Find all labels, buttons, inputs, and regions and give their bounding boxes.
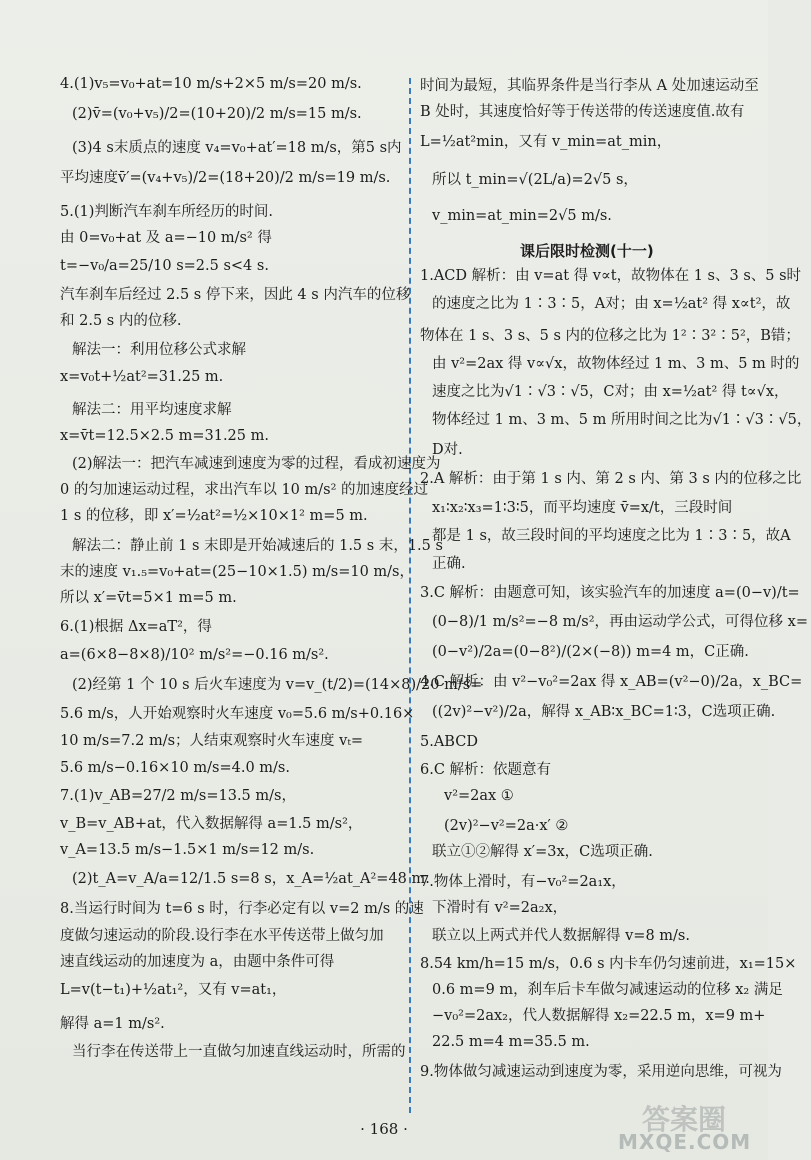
left-line: (2)t_A=v_A/a=12/1.5 s=8 s，x_A=½at_A²=48 m. — [72, 871, 430, 887]
right-top-line: v_min=at_min=2√5 m/s. — [432, 208, 612, 224]
left-line: 8.当运行时间为 t=6 s 时，行李必定有以 v=2 m/s 的速 — [60, 901, 424, 917]
left-line: 5.6 m/s，人开始观察时火车速度 v₀=5.6 m/s+0.16× — [60, 706, 415, 722]
left-line: 速直线运动的加速度为 a，由题中条件可得 — [60, 954, 335, 970]
left-line: (2)v̄=(v₀+v₅)/2=(10+20)/2 m/s=15 m/s. — [72, 106, 362, 122]
right-line: 2.A 解析：由于第 1 s 内、第 2 s 内、第 3 s 内的位移之比 — [420, 471, 802, 487]
left-line: 5.6 m/s−0.16×10 m/s=4.0 m/s. — [60, 760, 290, 776]
left-line: 解法一：利用位移公式求解 — [72, 342, 246, 358]
right-line: 物体在 1 s、3 s、5 s 内的位移之比为 1²∶3²∶5²，B错； — [420, 328, 800, 344]
left-line: 解法二：静止前 1 s 末即是开始减速后的 1.5 s 末，1.5 s — [72, 538, 443, 554]
left-line: (3)4 s末质点的速度 v₄=v₀+at′=18 m/s，第5 s内 — [72, 140, 402, 156]
left-line: a=(6×8−8×8)/10² m/s²=−0.16 m/s². — [60, 647, 329, 663]
right-line: v²=2ax ① — [444, 788, 514, 804]
watermark-cn: 答案圈 — [642, 1103, 727, 1136]
left-line: v_B=v_AB+at，代入数据解得 a=1.5 m/s²， — [60, 816, 363, 832]
right-line: 1.ACD 解析：由 v=at 得 v∝t，故物体在 1 s、3 s、5 s时 — [420, 268, 802, 284]
left-line: 6.(1)根据 Δx=aT²，得 — [60, 619, 212, 635]
right-line: ((2v)²−v²)/2a，解得 x_AB∶x_BC=1∶3，C选项正确. — [432, 704, 776, 720]
left-line: v_A=13.5 m/s−1.5×1 m/s=12 m/s. — [60, 842, 315, 858]
right-top-line: 时间为最短，其临界条件是当行李从 A 处加速运动至 — [420, 78, 759, 94]
right-line: 联立①②解得 x′=3x，C选项正确. — [432, 844, 653, 860]
right-line: 4.C 解析：由 v²−v₀²=2ax 得 x_AB=(v²−0)/2a，x_BC= — [420, 674, 803, 690]
left-line: (2)经第 1 个 10 s 后火车速度为 v=v_(t/2)=(14×8)/20 m/s= — [72, 677, 483, 693]
column-divider — [409, 78, 411, 1113]
right-line: 22.5 m=4 m=35.5 m. — [432, 1034, 590, 1050]
left-line: 度做匀速运动的阶段.设行李在水平传送带上做匀加 — [60, 928, 384, 944]
right-top-line: 所以 t_min=√(2L/a)=2√5 s， — [432, 172, 638, 188]
left-line: L=v(t−t₁)+½at₁²，又有 v=at₁， — [60, 982, 287, 998]
left-line: 0 的匀加速运动过程，求出汽车以 10 m/s² 的加速度经过 — [60, 482, 428, 498]
right-line: x₁∶x₂∶x₃=1∶3∶5，而平均速度 v̄=x/t，三段时间 — [432, 500, 733, 516]
left-line: 汽车刹车后经过 2.5 s 停下来，因此 4 s 内汽车的位移 — [60, 287, 411, 303]
left-line: 末的速度 v₁.₅=v₀+at=(25−10×1.5) m/s=10 m/s， — [60, 564, 415, 580]
watermark-en: MXQE.COM — [618, 1130, 752, 1154]
right-line: 由 v²=2ax 得 v∝√x，故物体经过 1 m、3 m、5 m 时的 — [432, 356, 800, 372]
section-heading: 课后限时检测(十一) — [520, 242, 654, 260]
right-line: 5.ABCD — [420, 734, 478, 750]
left-line: t=−v₀/a=25/10 s=2.5 s<4 s. — [60, 258, 269, 274]
left-line: 由 0=v₀+at 及 a=−10 m/s² 得 — [60, 230, 272, 246]
right-line: (2v)²−v²=2a·x′ ② — [444, 818, 569, 834]
left-line: x=v̄t=12.5×2.5 m=31.25 m. — [60, 428, 269, 444]
right-top-line: L=½at²min，又有 v_min=at_min， — [420, 134, 672, 150]
left-line: 10 m/s=7.2 m/s；人结束观察时火车速度 vₜ= — [60, 733, 364, 749]
left-line: 1 s 的位移，即 x′=½at²=½×10×1² m=5 m. — [60, 508, 368, 524]
watermark-logo — [618, 1098, 754, 1154]
right-line: 6.C 解析：依题意有 — [420, 762, 552, 778]
right-line: 3.C 解析：由题意可知，该实验汽车的加速度 a=(0−v)/t= — [420, 585, 800, 601]
left-line: 5.(1)判断汽车刹车所经历的时间. — [60, 204, 273, 220]
right-line: 下滑时有 v²=2a₂x， — [432, 900, 568, 916]
left-line: 7.(1)v_AB=27/2 m/s=13.5 m/s， — [60, 788, 296, 804]
right-line: 9.物体做匀减速运动到速度为零，采用逆向思维，可视为 — [420, 1064, 782, 1080]
left-line: 解得 a=1 m/s². — [60, 1016, 165, 1032]
right-line: 都是 1 s，故三段时间的平均速度之比为 1∶3∶5，故A — [432, 528, 791, 544]
right-top-line: B 处时，其速度恰好等于传送带的传送速度值.故有 — [420, 104, 745, 120]
left-line: 解法二：用平均速度求解 — [72, 402, 232, 418]
right-line: −v₀²=2ax₂，代人数据解得 x₂=22.5 m，x=9 m+ — [432, 1008, 766, 1024]
left-line: 和 2.5 s 内的位移. — [60, 313, 182, 329]
right-line: 物体经过 1 m、3 m、5 m 所用时间之比为√1∶√3∶√5， — [432, 412, 811, 428]
left-line: (2)解法一：把汽车减速到速度为零的过程，看成初速度为 — [72, 456, 441, 472]
left-line: 所以 x′=v̄t=5×1 m=5 m. — [60, 590, 237, 606]
left-line: 平均速度v̄′=(v₄+v₅)/2=(18+20)/2 m/s=19 m/s. — [60, 170, 391, 186]
right-line: 正确. — [432, 556, 466, 572]
left-line: x=v₀t+½at²=31.25 m. — [60, 369, 224, 385]
right-line: (0−v²)/2a=(0−8²)/(2×(−8)) m=4 m，C正确. — [432, 644, 749, 660]
right-line: (0−8)/1 m/s²=−8 m/s²，再由运动学公式，可得位移 x= — [432, 614, 808, 630]
page-number: · 168 · — [360, 1120, 408, 1138]
left-line: 当行李在传送带上一直做匀加速直线运动时，所需的 — [72, 1044, 406, 1060]
right-line: 7.物体上滑时，有−v₀²=2a₁x， — [420, 874, 626, 890]
left-line: 4.(1)v₅=v₀+at=10 m/s+2×5 m/s=20 m/s. — [60, 76, 362, 92]
right-line: 的速度之比为 1∶3∶5，A对；由 x=½at² 得 x∝t²，故 — [432, 296, 791, 312]
right-line: 联立以上两式并代人数据解得 v=8 m/s. — [432, 928, 690, 944]
right-line: 8.54 km/h=15 m/s，0.6 s 内卡车仍匀速前进，x₁=15× — [420, 956, 797, 972]
right-line: 0.6 m=9 m，刹车后卡车做匀减速运动的位移 x₂ 满足 — [432, 982, 783, 998]
right-line: D对. — [432, 442, 463, 458]
right-line: 速度之比为√1∶√3∶√5，C对；由 x=½at² 得 t∝√x， — [432, 384, 789, 400]
